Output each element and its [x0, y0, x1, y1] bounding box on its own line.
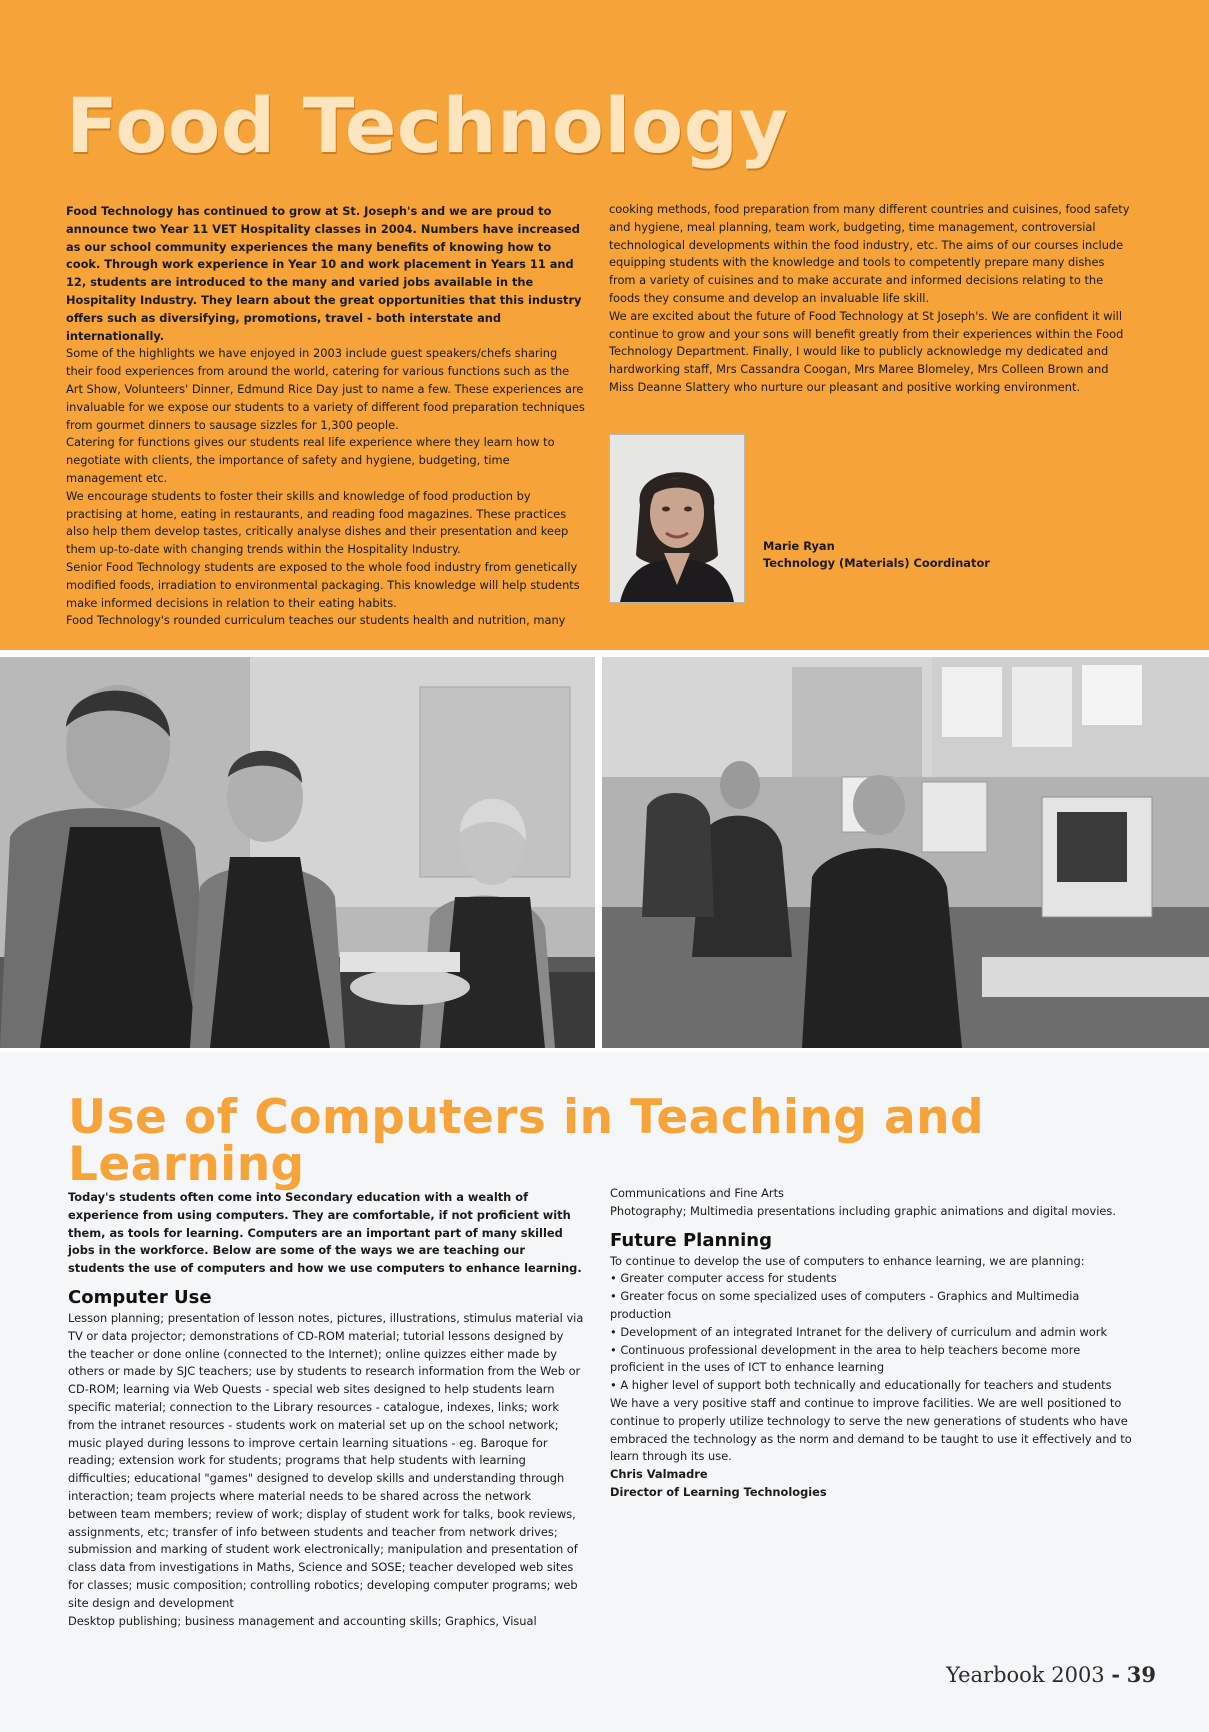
- future-planning-bullet: • Greater computer access for students: [610, 1271, 837, 1286]
- food-paragraph: Some of the highlights we have enjoyed in 2003 include guest speakers/chefs sharing their food experiences from around the world, catering for various functions such as the Art Show, Volunteers' Dinner, Edmund Rice Day just to name a few. These experiences are invaluable for we expose our students to a variety of different food preparation techniques from gourmet dinners to sausage sizzles for 1,300 people.: [66, 346, 585, 432]
- food-technology-right-column: [609, 201, 1132, 397]
- computers-title: Use of Computers in Teaching and Learning: [68, 1090, 985, 1192]
- author-role: Technology (Materials) Coordinator: [763, 556, 990, 570]
- computers-right-column: [610, 1185, 1134, 1502]
- page-footer: [946, 1662, 1156, 1687]
- author-role: Director of Learning Technologies: [610, 1484, 827, 1499]
- computer-use-tail: Desktop publishing; business management and accounting skills; Graphics, Visual: [68, 1613, 537, 1628]
- portrait-illustration: [610, 435, 744, 602]
- food-paragraph: Senior Food Technology students are exposed to the whole food industry from genetically modified foods, irradiation to environmental packaging. This knowledge will help students make informed decisions in relation to their eating habits.: [66, 559, 580, 610]
- food-paragraph: We are excited about the future of Food Technology at St Joseph's. We are confident it will continue to grow and your sons will benefit greatly from their experiences within the Food Technology Department. Finally, I would like to publicly acknowledge my dedicated and hardworking staff, Mrs Cassandra Coogan, Mrs Maree Blomeley, Mrs Colleen Brown and Miss Deanne Slattery who nurture our pleasant and positive working environment.: [609, 308, 1124, 394]
- food-paragraph: cooking methods, food preparation from many different countries and cuisines, food safety and hygiene, meal planning, team work, budgeting, time management, controversial technological developments within the food industry, etc. The aims of our courses include equipping students with the knowledge and tools to competently prepare many dishes from a variety of cuisines and to make accurate and informed decisions relating to the foods they consume and develop an invaluable life skill.: [609, 202, 1130, 305]
- coordinator-portrait-photo: [609, 434, 745, 603]
- future-planning-bullet: • Development of an integrated Intranet for the delivery of curriculum and admin work: [610, 1324, 1108, 1339]
- food-paragraph: Catering for functions gives our students real life experience where they learn how to negotiate with clients, the importance of safety and hygiene, budgeting, time management etc.: [66, 435, 555, 485]
- cooking-class-illustration: [0, 657, 595, 1048]
- food-paragraph: Food Technology's rounded curriculum teaches our students health and nutrition, many: [66, 613, 566, 628]
- author-name: Marie Ryan: [763, 539, 835, 553]
- computers-continued-line: Photography; Multimedia presentations including graphic animations and digital movies.: [610, 1203, 1116, 1218]
- food-paragraph: We encourage students to foster their skills and knowledge of food production by practising at home, eating in restaurants, and reading food magazines. These practices also help them develop tastes, critically analyse dishes and their presentation and keep them up-to-date with changing trends within the Hospitality Industry.: [66, 488, 569, 557]
- computer-lab-illustration: [602, 657, 1209, 1048]
- footer-separator: -: [1111, 1662, 1121, 1687]
- future-planning-bullet: • A higher level of support both technically and educationally for teachers and students: [610, 1378, 1112, 1393]
- future-planning-bullet: • Greater focus on some specialized uses of computers - Graphics and Multimedia production: [610, 1289, 1080, 1321]
- future-planning-bullet: • Continuous professional development in the area to help teachers become more proficient in the uses of ICT to enhance learning: [610, 1342, 1081, 1375]
- page-number: 39: [1126, 1662, 1156, 1687]
- future-planning-heading: Future Planning: [610, 1229, 772, 1251]
- cooking-class-photo: [0, 657, 595, 1048]
- food-technology-title: Food Technology: [66, 81, 789, 170]
- author-name: Chris Valmadre: [610, 1467, 708, 1482]
- computer-use-body: Lesson planning; presentation of lesson notes, pictures, illustrations, stimulus material via TV or data projector; demonstrations of CD-ROM material; tutorial lessons designed by the teacher or done online (connected to the Internet); online quizzes either made by others or made by SJC teachers; use by students to research information from the Web or CD-ROM; learning via Web Quests - special web sites designed to help students learn specific material; connection to the Library resources - catalogue, indexes, links; work from the intranet resources - students work on material set up on the school network; music played during lessons to improve certain learning situations - eg. Baroque for reading; extension work for students; programs that help students with learning difficulties; educational "games" designed to develop skills and understanding through interaction; team projects where material needs to be shared across the network between team members; review of work; display of student work for talks, book reviews, assignments, etc; transfer of info between students and teacher from network drives; submission and marking of student work electronically; manipulation and presentation of class data from investigations in Maths, Science and SOSE; teacher developed web sites for classes; music composition; controlling robotics; developing computer programs; web site design and development: [68, 1310, 584, 1610]
- food-lead-paragraph: Food Technology has continued to grow at St. Joseph's and we are proud to announce two Year 11 VET Hospitality classes in 2004. Numbers have increased as our school community experiences the many benefits of knowing how to cook. Through work experience in Year 10 and work placement in Years 11 and 12, students are introduced to the many and varied jobs available in the Hospitality Industry. They learn about the great opportunities that this industry offers such as diversifying, promotions, travel - both interstate and internationally.: [66, 204, 582, 343]
- future-planning-intro: To continue to develop the use of computers to enhance learning, we are planning:: [610, 1253, 1085, 1268]
- computer-use-heading: Computer Use: [68, 1286, 212, 1308]
- publication-label: Yearbook 2003: [946, 1663, 1105, 1687]
- computers-left-column: [68, 1189, 584, 1630]
- computers-continued-line: Communications and Fine Arts: [610, 1186, 784, 1200]
- food-technology-left-column: [66, 203, 586, 630]
- food-technology-section: [0, 0, 1209, 650]
- coordinator-caption: [763, 538, 990, 572]
- closing-paragraph: We have a very positive staff and continue to improve facilities. We are well positioned to continue to properly utilize technology to serve the new generations of students who have embraced the technology as the norm and demand to be taught to use it effectively and to learn through its use.: [610, 1395, 1132, 1464]
- computer-lab-photo: [602, 657, 1209, 1048]
- computers-intro: Today's students often come into Secondary education with a wealth of experience from using computers. They are comfortable, if not proficient with them, as tools for learning. Computers are an important part of many skilled jobs in the workforce. Below are some of the ways we are teaching our students the use of computers and how we use computers to enhance learning.: [68, 1190, 582, 1276]
